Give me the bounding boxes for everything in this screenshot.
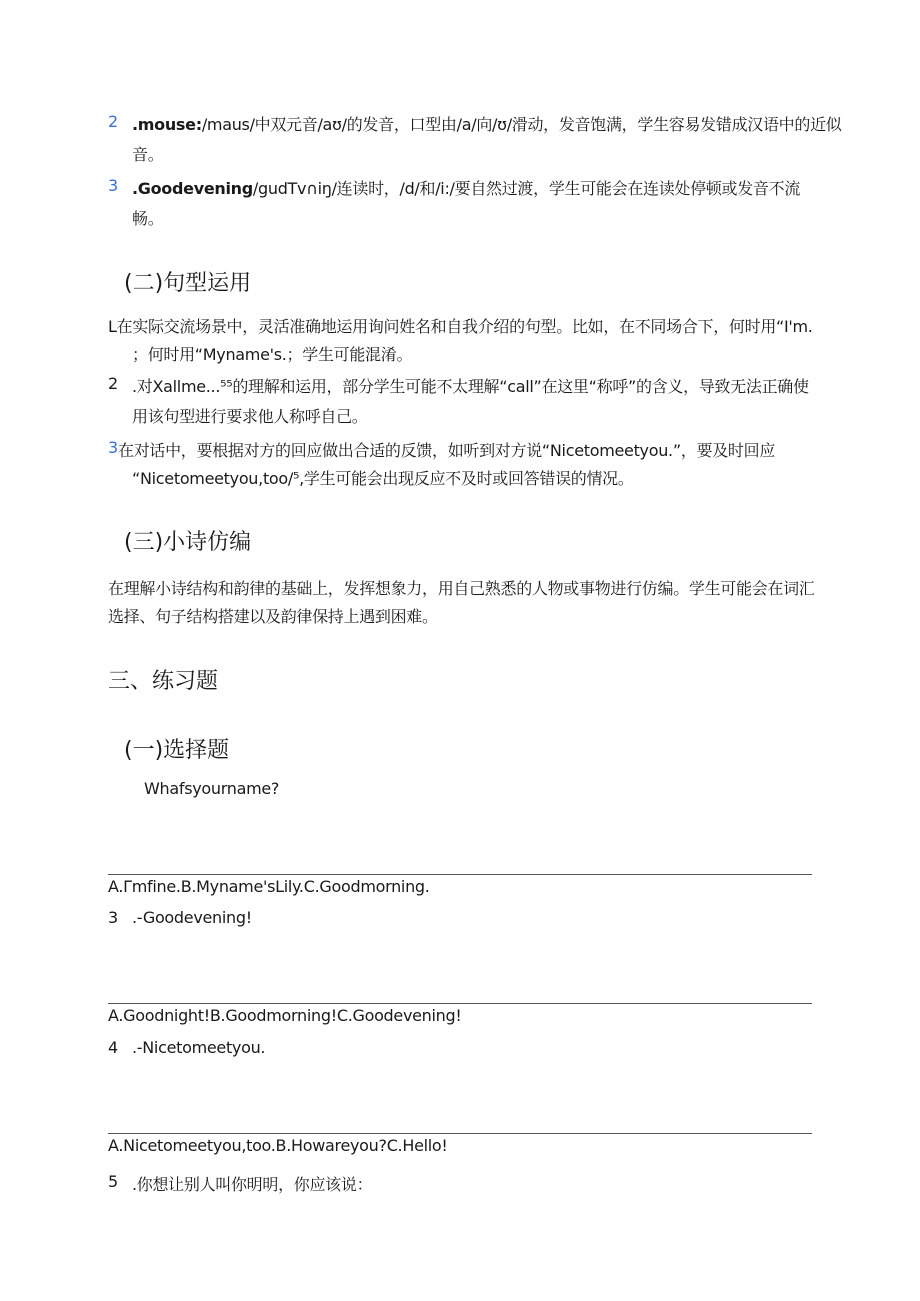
item-text-continued: 畅。 (132, 209, 164, 228)
question-number: 4 (108, 1038, 118, 1057)
item-text-continued: 用该句型进行要求他人称呼自己。 (132, 407, 368, 426)
answer-line (108, 874, 812, 875)
answer-line (108, 1003, 812, 1004)
list-item (132, 112, 841, 135)
item-number: 2 (108, 112, 118, 131)
chapter-heading: 三、练习题 (108, 669, 219, 694)
paragraph: 选择、句子结构搭建以及韵律保持上遇到困难。 (108, 607, 438, 626)
question-options: A.Γmfine.B.Myname'sLily.C.Goodmorning. (108, 877, 430, 896)
question-options: A.Goodnight!B.Goodmorning!C.Goodevening! (108, 1006, 462, 1025)
list-item: 在对话中，要根据对方的回应做出合适的反馈，如听到对方说“Nicetomeetyou.”，要及时回应 (118, 441, 776, 460)
list-item: L在实际交流场景中，灵活准确地运用询问姓名和自我介绍的句型。比如，在不同场合下，何时用“I'm. (108, 317, 813, 336)
item-text: /maus/中双元音/aʊ/的发音，口型由/a/向/ʊ/滑动，发音饱满，学生容易发错成汉语中的近似 (201, 115, 842, 134)
question-prompt: .-Goodevening! (132, 908, 252, 927)
item-text: /gudTv∩iŋ/连读时，/d/和/i:/要自然过渡，学生可能会在连读处停顿或发音不流 (252, 179, 801, 198)
question-prompt: .你想让别人叫你明明，你应该说： (132, 1175, 373, 1194)
item-number: 2 (108, 374, 118, 393)
paragraph: 在理解小诗结构和韵律的基础上，发挥想象力，用自己熟悉的人物或事物进行仿编。学生可能会在词汇 (108, 579, 815, 598)
item-text-continued: 音。 (132, 145, 164, 164)
item-word: .Goodevening (132, 179, 253, 198)
list-item: .对Xallme...⁵⁵的理解和运用，部分学生可能不太理解“call”在这里“称呼”的含义，导致无法正确使 (132, 377, 809, 396)
answer-line (108, 1133, 812, 1134)
question-prompt: .-Nicetomeetyou. (132, 1038, 266, 1057)
section-heading: (三)小诗仿编 (124, 530, 252, 555)
question-number: 5 (108, 1172, 118, 1191)
item-number: 3 (108, 176, 118, 195)
question-options: A.Nicetomeetyou,too.B.Howareyou?C.Hello! (108, 1136, 448, 1155)
item-text-continued: ；何时用“Myname's.；学生可能混淆。 (132, 345, 413, 364)
section-heading: (二)句型运用 (124, 271, 252, 296)
question-number: 3 (108, 908, 118, 927)
list-item (132, 176, 800, 199)
section-heading: (一)选择题 (124, 738, 230, 763)
item-number: 3 (108, 438, 118, 457)
item-word: .mouse: (132, 115, 202, 134)
item-text-continued: “Nicetomeetyou,too/⁵,学生可能会出现反应不及时或回答错误的情况。 (132, 469, 634, 488)
question-prompt: Whafsyourname? (144, 779, 280, 798)
